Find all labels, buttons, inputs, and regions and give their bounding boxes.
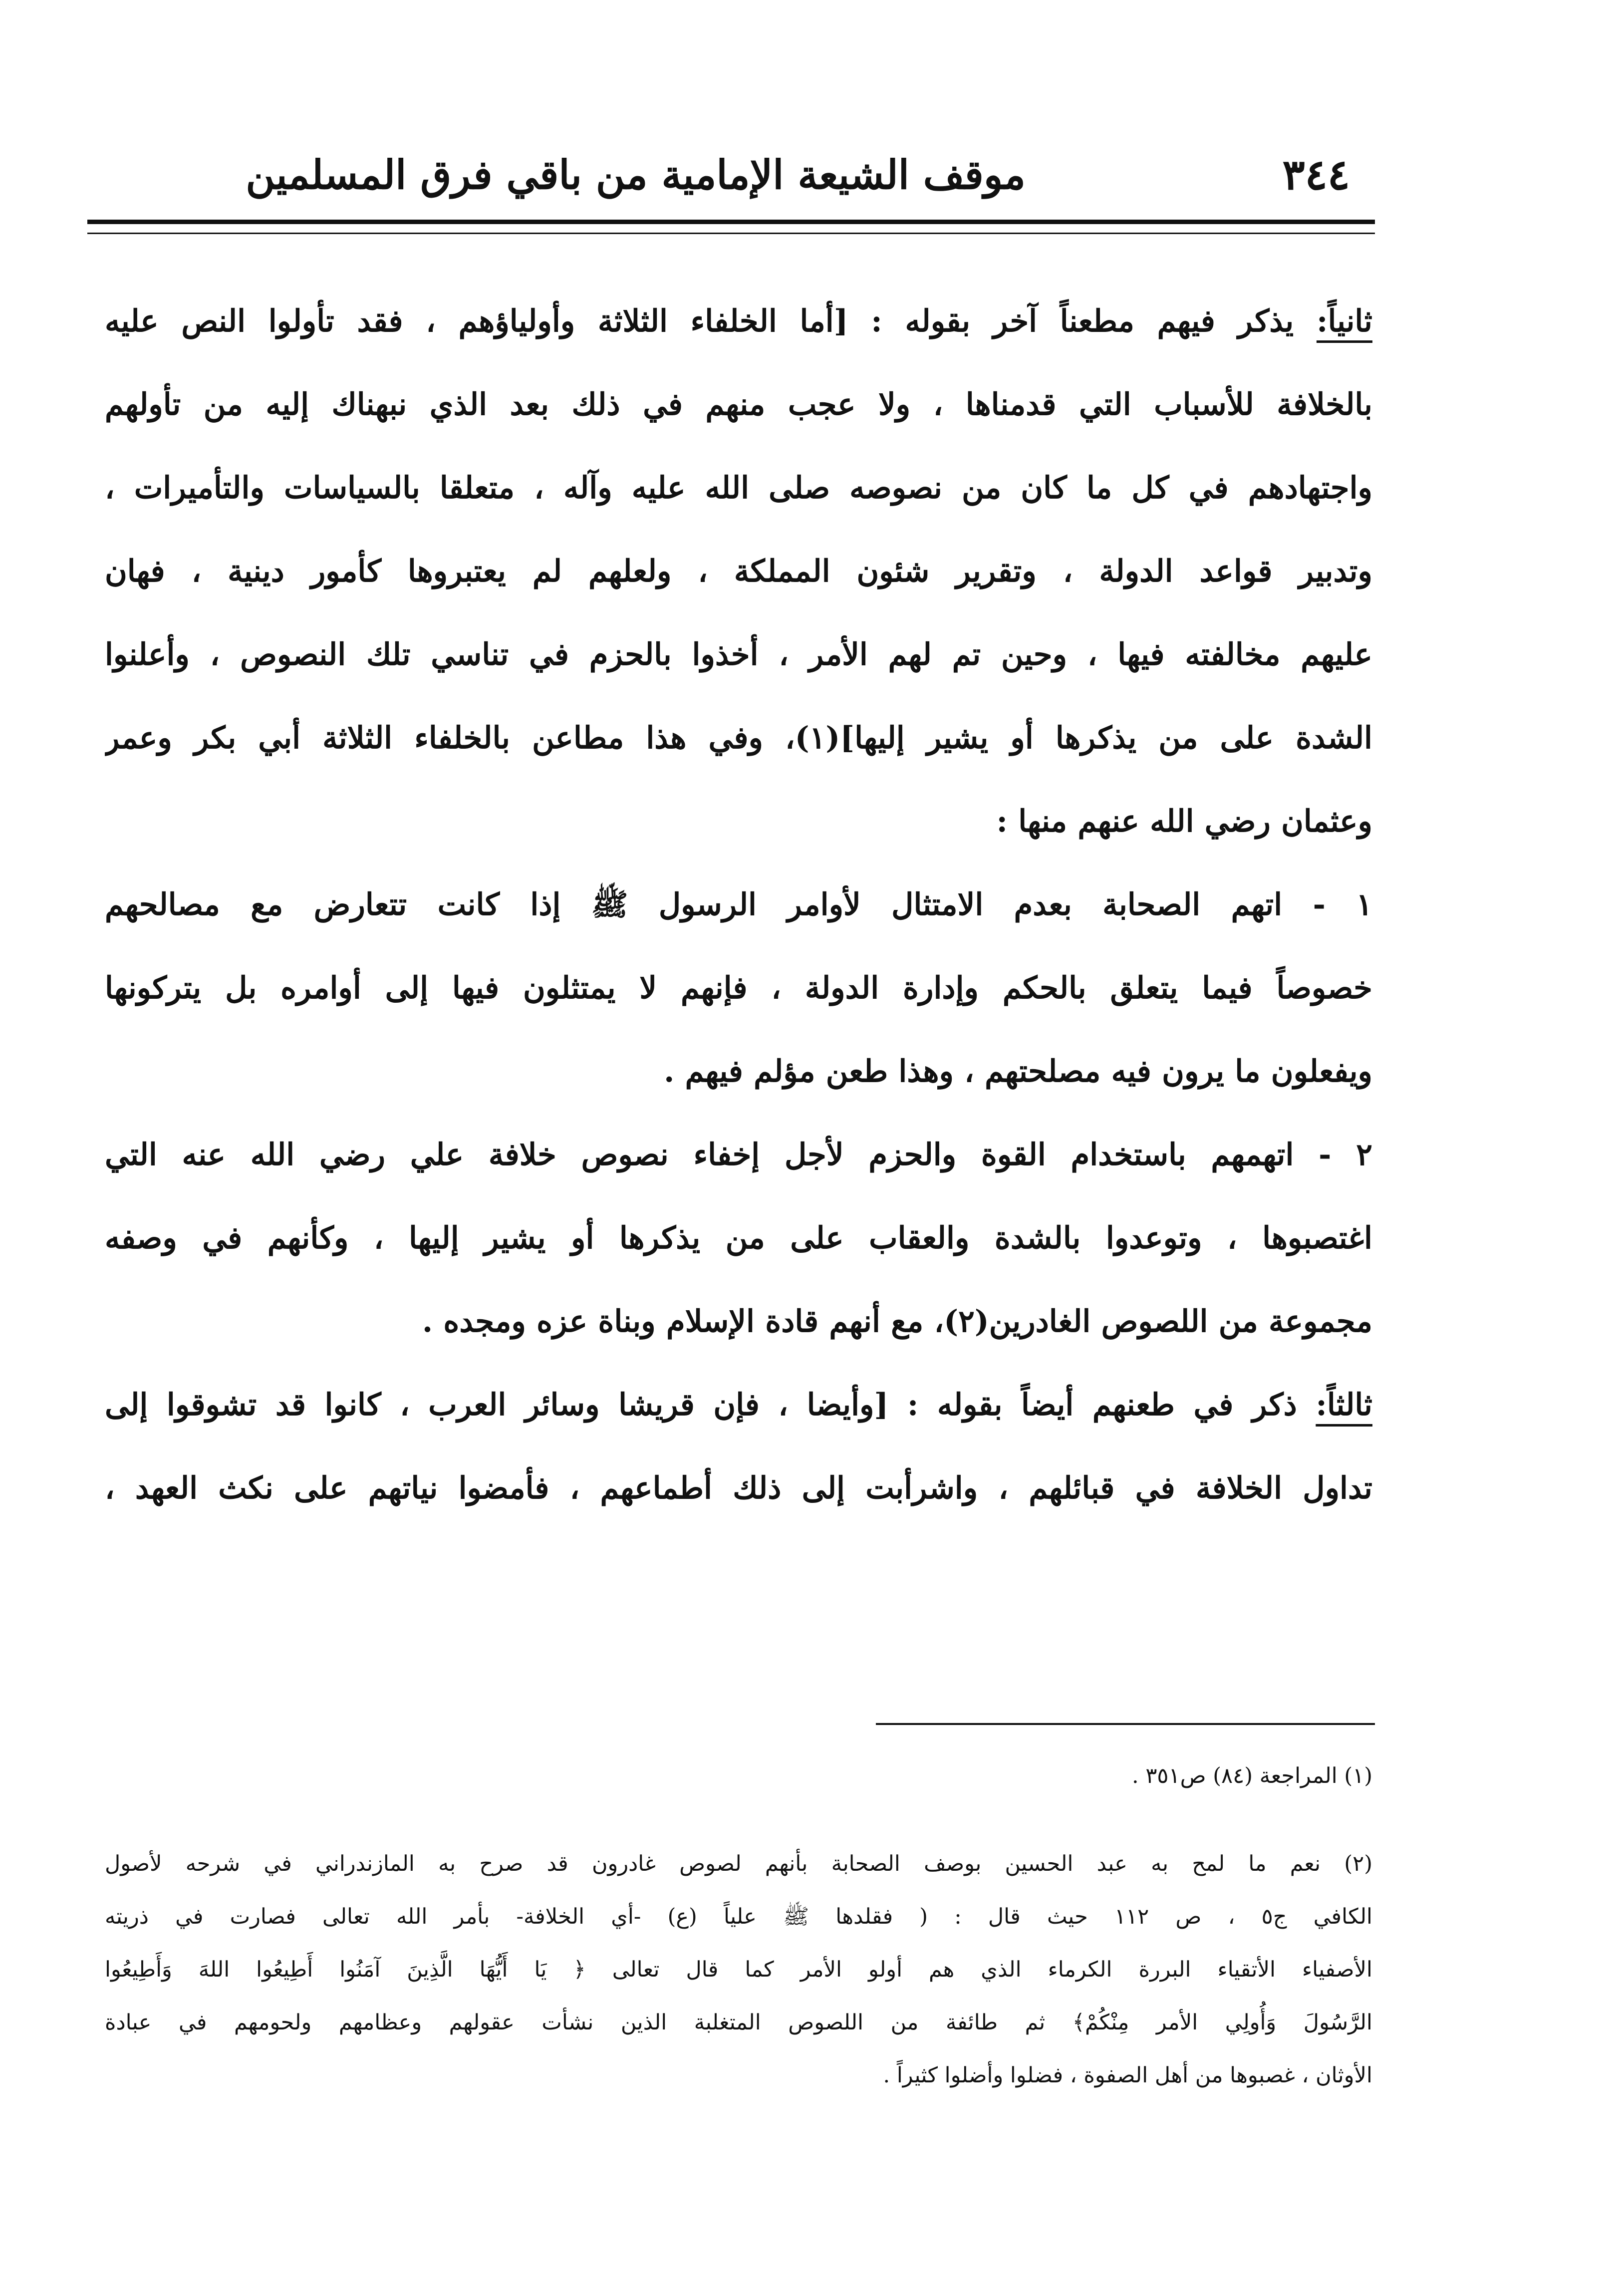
text-line: تداول الخلافة في قبائلهم ، واشرأبت إلى ذلك أطماعهم ، فأمضوا نياتهم على نكث العهد ، <box>105 1470 1372 1506</box>
text-line <box>105 280 1372 363</box>
list-item-line: مجموعة من اللصوص الغادرين(٢)، مع أنهم قادة الإسلام وبناة عزه ومجده . <box>422 1304 1372 1339</box>
text-line: بالخلافة للأسباب التي قدمناها ، ولا عجب منهم في ذلك بعد الذي نبهناك إليه من تأولهم <box>105 387 1372 422</box>
header-rule-thick <box>87 220 1375 224</box>
header-rule-thin <box>87 233 1375 234</box>
list-item-line: خصوصاً فيما يتعلق بالحكم وإدارة الدولة ، فإنهم لا يمتثلون فيها إلى أوامره بل يتركونها <box>105 970 1372 1006</box>
list-item-line: ٢ - اتهمهم باستخدام القوة والحزم لأجل إخفاء نصوص خلافة علي رضي الله عنه التي <box>105 1137 1372 1172</box>
footnotes <box>105 1749 1372 2102</box>
list-item-line: اغتصبوها ، وتوعدوا بالشدة والعقاب على من يذكرها أو يشير إليها ، وكأنهم في وصفه <box>105 1220 1372 1256</box>
text-line: عليهم مخالفته فيها ، وحين تم لهم الأمر ، أخذوا بالحزم في تناسي تلك النصوص ، وأعلنوا <box>105 637 1372 672</box>
footnote-2-line: الأصفياء الأتقياء البررة الكرماء الذي هم أولو الأمر كما قال تعالى ﴿ يَا أَيُّهَا الَّذِينَ آمَنُوا أَطِيعُوا اللهَ وَأَطِيعُوا <box>105 1957 1372 1982</box>
list-item-line: ١ - اتهم الصحابة بعدم الامتثال لأوامر الرسول ﷺ إذا كانت تتعارض مع مصالحهم <box>105 887 1372 922</box>
footnote-2-line: الرَّسُولَ وَأُولِي الأمر مِنْكُمْ﴾ ثم طائفة من اللصوص المتغلبة الذين نشأت عقولهم وعظامهم ولحومهم في عبادة <box>105 2010 1372 2035</box>
text-line: وتدبير قواعد الدولة ، وتقرير شئون المملكة ، ولعلهم لم يعتبروها كأمور دينية ، فهان <box>105 554 1372 589</box>
text-line <box>105 1363 1372 1446</box>
running-title: موقف الشيعة الإمامية من باقي فرق المسلمين <box>246 151 1026 198</box>
footnote-2-line: الكافي ج٥ ، ص ١١٢ حيث قال : ( فقلدها ﷺ علياً (ع) -أي الخلافة- بأمر الله تعالى فصارت في ذريته <box>105 1904 1372 1929</box>
footnote-2-line: الأوثان ، غصبوها من أهل الصفوة ، فضلوا وأضلوا كثيراً . <box>883 2063 1372 2088</box>
text-line: واجتهادهم في كل ما كان من نصوصه صلى الله عليه وآله ، متعلقا بالسياسات والتأميرات ، <box>105 470 1372 506</box>
section-heading-third: ثالثاً: <box>1316 1387 1372 1423</box>
section-heading-second: ثانياً: <box>1316 303 1372 339</box>
paragraph-text: يذكر فيهم مطعناً آخر بقوله : [أما الخلفاء الثلاثة وأولياؤهم ، فقد تأولوا النص عليه <box>105 303 1294 339</box>
main-text <box>105 280 1372 1530</box>
text-line: وعثمان رضي الله عنهم منها : <box>996 804 1372 839</box>
footnote-2-line: (٢) نعم ما لمح به عبد الحسين بوصف الصحابة بأنهم لصوص غادرون قد صرح به المازندراني في شرحه لأصول <box>105 1851 1372 1876</box>
footnote-1: (١) المراجعة (٨٤) ص٣٥١ . <box>1131 1763 1372 1788</box>
list-item-line: ويفعلون ما يرون فيه مصلحتهم ، وهذا طعن مؤلم فيهم . <box>664 1054 1372 1089</box>
page-number: ٣٤٤ <box>1282 150 1350 199</box>
footnote-separator <box>876 1723 1375 1725</box>
paragraph-text: ذكر في طعنهم أيضاً بقوله : [وأيضا ، فإن قريشا وسائر العرب ، كانوا قد تشوقوا إلى <box>105 1387 1297 1423</box>
text-line: الشدة على من يذكرها أو يشير إليها](١)، وفي هذا مطاعن بالخلفاء الثلاثة أبي بكر وعمر <box>105 720 1372 756</box>
